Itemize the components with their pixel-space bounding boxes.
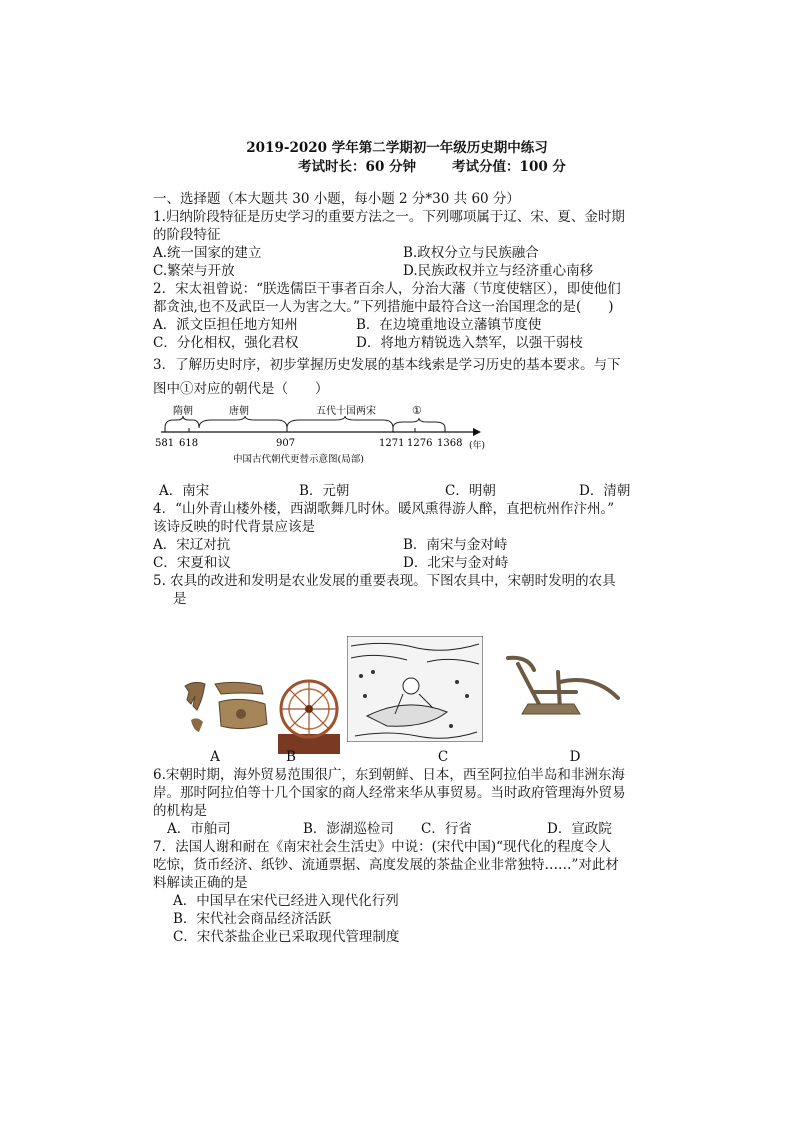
question-1-stem-line1: 1.归纳阶段特征是历史学习的重要方法之一。下列哪项属于辽、宋、夏、金时期 (153, 209, 625, 225)
timeline-year-1271: 1271 (379, 438, 405, 449)
question-1-option-d: D.民族政权并立与经济重心南移 (403, 263, 594, 279)
question-6-stem-line3: 的机构是 (153, 803, 207, 819)
question-6 (153, 766, 653, 838)
question-7-option-b: B．宋代社会商品经济活跃 (173, 911, 332, 927)
farm-tool-label-d: D (569, 749, 581, 765)
farm-tools-figure (153, 636, 653, 766)
question-3-stem-line2: 图中①对应的朝代是（ ） (153, 381, 329, 397)
farm-tool-label-c: C (437, 749, 449, 765)
question-3-stem-line1: 3．了解历史时序，初步掌握历史发展的基本线索是学习历史的基本要求。与下 (153, 357, 621, 373)
timeline-period-five-dynasties: 五代十国两宋 (316, 406, 376, 417)
timeline-period-marker-1: ① (412, 404, 422, 417)
question-2-stem-line2: 都贪浊,也不及武臣一人为害之大。”下列措施中最符合这一治国理念的是( ) (153, 299, 614, 315)
farming-woodcut-image (347, 636, 483, 742)
question-6-stem-line1: 6.宋朝时期，海外贸易范围很广，东到朝鲜、日本，西至阿拉伯半岛和非洲东海 (153, 767, 625, 783)
question-4-stem-line1: 4．“山外青山楼外楼，西湖歌舞几时休。暖风熏得游人醉，直把杭州作汴州。” (153, 501, 615, 517)
waterwheel-image (276, 676, 342, 756)
question-1-option-c: C.繁荣与开放 (153, 263, 235, 279)
question-3-option-c: C．明朝 (445, 483, 496, 499)
question-1 (153, 208, 653, 280)
question-4-option-a: A．宋辽对抗 (153, 537, 231, 553)
question-5-stem-line1: 5. 农具的改进和发明是农业发展的重要表现。下图农具中，宋朝时发明的农具 (153, 573, 616, 589)
timeline-arrow (473, 428, 481, 436)
timeline-caption: 中国古代朝代更替示意图(局部) (233, 454, 364, 465)
farm-tool-label-a: A (210, 749, 220, 765)
question-4-option-c: C．宋夏和议 (153, 555, 231, 571)
question-7-stem-line3: 料解读正确的是 (153, 875, 248, 891)
brace-sui (165, 416, 199, 428)
question-6-option-a: A．市舶司 (167, 821, 231, 837)
timeline-ticks (165, 428, 445, 432)
timeline-year-1368: 1368 (437, 438, 463, 449)
question-4-option-b: B．南宋与金对峙 (403, 537, 508, 553)
exam-duration: 考试时长：60 分钟 (298, 159, 417, 175)
timeline-unit: (年) (469, 441, 486, 451)
timeline-period-tang: 唐朝 (229, 406, 249, 417)
timeline-year-618: 618 (179, 438, 199, 449)
question-2-option-c: C．分化相权，强化君权 (153, 335, 299, 351)
question-4-option-d: D．北宋与金对峙 (403, 555, 509, 571)
question-4 (153, 500, 653, 572)
question-2-option-b: B．在边境重地设立藩镇节度使 (356, 317, 542, 333)
question-1-option-a: A.统一国家的建立 (153, 245, 262, 261)
brace-tang (199, 416, 287, 428)
section-heading: 一、选择题（本大题共 30 小题，每小题 2 分*30 共 60 分） (153, 191, 520, 207)
brace-five-dynasties (287, 416, 393, 428)
question-1-option-b: B.政权分立与民族融合 (403, 245, 539, 261)
question-2-option-d: D．将地方精锐选入禁军，以强干弱枝 (356, 335, 583, 351)
question-2-stem-line1: 2．宋太祖曾说：“朕选儒臣干事者百余人，分治大藩（节度使辖区），即使他们 (153, 281, 621, 297)
question-5 (153, 572, 653, 766)
question-7-option-c: C．宋代茶盐企业已采取现代管理制度 (173, 929, 400, 945)
curved-plow-image (498, 652, 626, 728)
question-3-option-b: B．元朝 (299, 483, 350, 499)
question-6-option-b: B．澎湖巡检司 (303, 821, 394, 837)
question-1-stem-line2: 的阶段特征 (153, 227, 221, 243)
question-2 (153, 280, 653, 352)
exam-header (0, 139, 794, 177)
question-6-option-d: D．宣政院 (547, 821, 612, 837)
timeline-year-581: 581 (155, 438, 175, 449)
question-2-option-a: A．派文臣担任地方知州 (153, 317, 298, 333)
timeline-year-907: 907 (276, 438, 296, 449)
timeline-period-sui: 隋朝 (173, 406, 193, 417)
question-3-option-a: A．南宋 (159, 483, 210, 499)
ancient-hoe-image (181, 680, 273, 738)
exam-score: 考试分值：100 分 (452, 159, 566, 175)
timeline-year-1276: 1276 (407, 438, 433, 449)
question-5-stem-line2: 是 (173, 591, 187, 607)
question-3-option-d: D．清朝 (579, 483, 631, 499)
question-4-stem-line2: 该诗反映的时代背景应该是 (153, 519, 315, 535)
question-7-stem-line2: 吃惊，货币经济、纸钞、流通票据、高度发展的茶盐企业非常独特……”对此材 (153, 857, 619, 873)
farm-tool-label-b: B (286, 749, 296, 765)
question-7-stem-line1: 7．法国人谢和耐在《南宋社会生活史》中说：(宋代中国)“现代化的程度令人 (153, 839, 612, 855)
dynasty-timeline (153, 398, 653, 476)
question-7 (153, 838, 653, 946)
exam-title: 2019-2020 学年第二学期初一年级历史期中练习 (246, 140, 548, 156)
question-3 (153, 356, 653, 500)
question-6-stem-line2: 岸。那时阿拉伯等十几个国家的商人经常来华从事贸易。当时政府管理海外贸易 (153, 785, 626, 801)
timeline-figure (153, 398, 493, 474)
question-7-option-a: A．中国早在宋代已经进入现代化行列 (173, 893, 399, 909)
brace-marker-1 (393, 418, 445, 428)
exam-info (0, 158, 794, 177)
question-6-option-c: C．行省 (421, 821, 472, 837)
questions (153, 190, 653, 946)
